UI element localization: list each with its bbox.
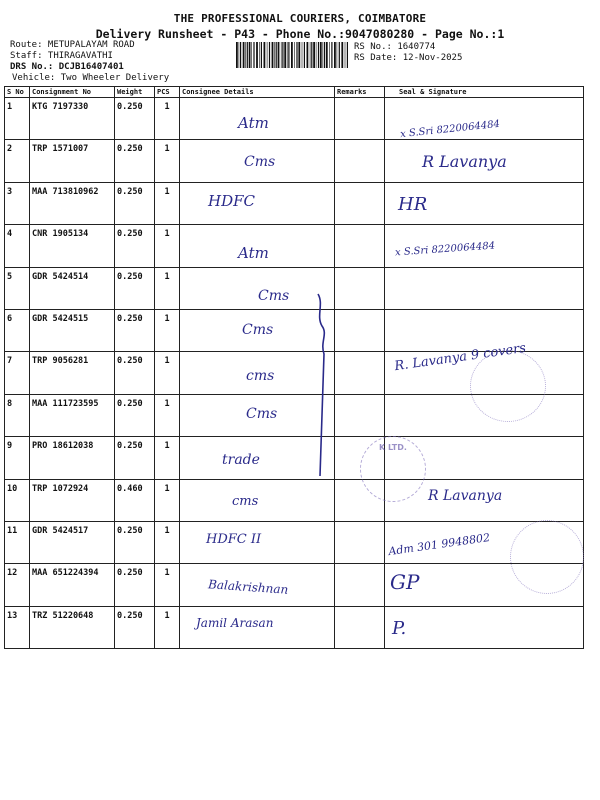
consignee-cell [180,182,335,224]
table-row [5,521,584,563]
hw-sig-2: R Lavanya [422,152,507,171]
consignment-cell: TRP 1072924 [30,479,115,521]
barcode-bar [253,42,254,68]
weight-cell: 0.250 [115,140,155,182]
sno-cell: 5 [5,267,30,309]
barcode-bar [247,42,248,68]
consignment-cell: MAA 713810962 [30,182,115,224]
column-weight: Weight [115,87,155,98]
table-row [5,267,584,309]
pcs-cell: 1 [155,394,180,436]
barcode-bar [329,42,330,68]
sno-cell: 10 [5,479,30,521]
consignment-cell: TRP 1571007 [30,140,115,182]
document-subtitle: Delivery Runsheet - P43 - Phone No.:9047080280 - Page No.:1 [95,27,505,41]
sno-cell: 6 [5,309,30,351]
remarks-cell [335,564,385,606]
faded-stamp-2 [510,520,584,594]
hw-sig-4: x S.Sri 8220064484 [394,240,496,259]
hw-sig-1: x S.Sri 8220064484 [399,118,501,141]
remarks-cell [335,394,385,436]
hw-atm-1: Atm [238,114,269,132]
barcode-bar [261,42,262,68]
staff-label: Staff: THIRAGAVATHI [10,51,113,61]
barcode-bar [281,42,282,68]
hw-name-12: Balakrishnan [207,577,289,597]
consignment-cell: CNR 1905134 [30,225,115,267]
sno-cell: 1 [5,98,30,140]
hw-trade-9: trade [222,452,260,468]
barcode-bar [282,42,283,68]
hw-sig-13: P. [392,618,407,639]
hw-sig-7: R. Lavanya 9 covers [393,340,527,375]
pcs-cell: 1 [155,606,180,648]
barcode-bar [269,42,270,68]
seal-cell [385,606,584,648]
barcode-bar [278,42,280,68]
barcode-bar [240,42,241,68]
barcode-bar [347,42,348,68]
hw-hdfc-11: HDFC II [206,532,262,547]
consignment-cell: KTG 7197330 [30,98,115,140]
hw-sig-10: R Lavanya [428,488,503,504]
weight-cell: 0.250 [115,225,155,267]
barcode-bar [318,42,319,68]
barcode-bar [243,42,245,68]
barcode-bar [249,42,251,68]
column-seal: Seal & Signature [385,87,584,98]
remarks-cell [335,606,385,648]
table-row [5,606,584,648]
pcs-cell: 1 [155,479,180,521]
stamp-text: K LTD. [379,443,407,452]
barcode-bar [284,42,286,68]
barcode-bar [345,42,346,68]
remarks-cell [335,309,385,351]
weight-cell: 0.250 [115,394,155,436]
column-sno: S No [5,87,30,98]
hw-sig-3: HR [398,194,428,215]
barcode-bar [291,42,293,68]
barcode-bar [287,42,288,68]
barcode-bar [320,42,322,68]
sno-cell: 8 [5,394,30,436]
barcode-bar [296,42,297,68]
remarks-cell [335,267,385,309]
sno-cell: 13 [5,606,30,648]
table-header-row [5,87,584,98]
column-remarks: Remarks [335,87,385,98]
barcode-bar [341,42,343,68]
pcs-cell: 1 [155,267,180,309]
barcode-bar [307,42,309,68]
grouping-bracket [300,280,340,480]
barcode-bar [276,42,277,68]
weight-cell: 0.250 [115,352,155,394]
table-row [5,182,584,224]
table-row [5,437,584,479]
pcs-cell: 1 [155,140,180,182]
pcs-cell: 1 [155,521,180,563]
hw-cms-10: cms [232,494,259,509]
pcs-cell: 1 [155,437,180,479]
pcs-cell: 1 [155,98,180,140]
drs-number: DRS No.: DCJB16407401 [10,62,124,72]
weight-cell: 0.250 [115,521,155,563]
pcs-cell: 1 [155,352,180,394]
barcode-bar [264,42,266,68]
barcode-bar [256,42,258,68]
column-consignee: Consignee Details [180,87,335,98]
hw-sig-12: GP [390,570,420,594]
remarks-cell [335,352,385,394]
hw-hdfc-3: HDFC [208,192,255,210]
hw-name-13: Jamil Arasan [196,616,274,630]
barcode-bar [310,42,311,68]
rs-date: RS Date: 12-Nov-2025 [354,53,463,63]
hw-atm-4: Atm [238,244,269,262]
faded-stamp [470,350,546,422]
remarks-cell [335,225,385,267]
barcode-bar [294,42,295,68]
barcode-bar [302,42,303,68]
barcode-bar [251,42,252,68]
sno-cell: 9 [5,437,30,479]
hw-cms-7: cms [246,368,275,384]
hw-cms-8: Cms [246,406,278,422]
consignment-cell: PRO 18612038 [30,437,115,479]
barcode-bar [313,42,315,68]
hw-sig-11: Adm 301 9948802 [387,530,491,559]
route-label: Route: METUPALAYAM ROAD [10,40,135,50]
table-row [5,564,584,606]
remarks-cell [335,182,385,224]
sno-cell: 12 [5,564,30,606]
pcs-cell: 1 [155,564,180,606]
weight-cell: 0.250 [115,564,155,606]
consignment-cell: TRP 9056281 [30,352,115,394]
consignment-cell: TRZ 51220648 [30,606,115,648]
barcode-bar [324,42,325,68]
barcode-bar [274,42,275,68]
sno-cell: 7 [5,352,30,394]
weight-cell: 0.250 [115,606,155,648]
barcode-bar [298,42,300,68]
weight-cell: 0.250 [115,309,155,351]
consignment-cell: MAA 111723595 [30,394,115,436]
barcode-bar [331,42,332,68]
barcode-bar [272,42,274,68]
barcode-bar [288,42,289,68]
remarks-cell [335,521,385,563]
barcode-bar [334,42,336,68]
consignment-cell: GDR 5424514 [30,267,115,309]
barcode-bar [236,42,238,68]
column-pcs: PCS [155,87,180,98]
sno-cell: 4 [5,225,30,267]
sno-cell: 11 [5,521,30,563]
barcode-bar [267,42,268,68]
barcode-bar [326,42,328,68]
weight-cell: 0.460 [115,479,155,521]
table-row [5,225,584,267]
pcs-cell: 1 [155,225,180,267]
sno-cell: 2 [5,140,30,182]
vehicle-label: Vehicle: Two Wheeler Delivery [12,73,170,83]
barcode-bar [311,42,312,68]
seal-cell [385,267,584,309]
barcode-bar [245,42,246,68]
weight-cell: 0.250 [115,182,155,224]
remarks-cell [335,98,385,140]
sno-cell: 3 [5,182,30,224]
hw-cms-6: Cms [242,322,274,338]
barcode-bar [239,42,240,68]
hw-cms-5: Cms [258,288,290,304]
pcs-cell: 1 [155,182,180,224]
barcode-bar [323,42,324,68]
consignment-cell: GDR 5424515 [30,309,115,351]
barcode-bar [337,42,338,68]
weight-cell: 0.250 [115,267,155,309]
barcode-bar [304,42,305,68]
barcode-bar [259,42,260,68]
barcode-bar [316,42,317,68]
weight-cell: 0.250 [115,98,155,140]
pcs-cell: 1 [155,309,180,351]
barcode [236,42,348,68]
barcode-bar [339,42,340,68]
hw-cms-2: Cms [244,154,276,170]
rs-number: RS No.: 1640774 [354,42,436,52]
document-title: THE PROFESSIONAL COURIERS, COIMBATORE [173,12,427,25]
consignment-cell: GDR 5424517 [30,521,115,563]
company-seal-stamp [360,436,426,502]
remarks-cell [335,140,385,182]
weight-cell: 0.250 [115,437,155,479]
consignment-cell: MAA 651224394 [30,564,115,606]
column-consignment: Consignment No [30,87,115,98]
